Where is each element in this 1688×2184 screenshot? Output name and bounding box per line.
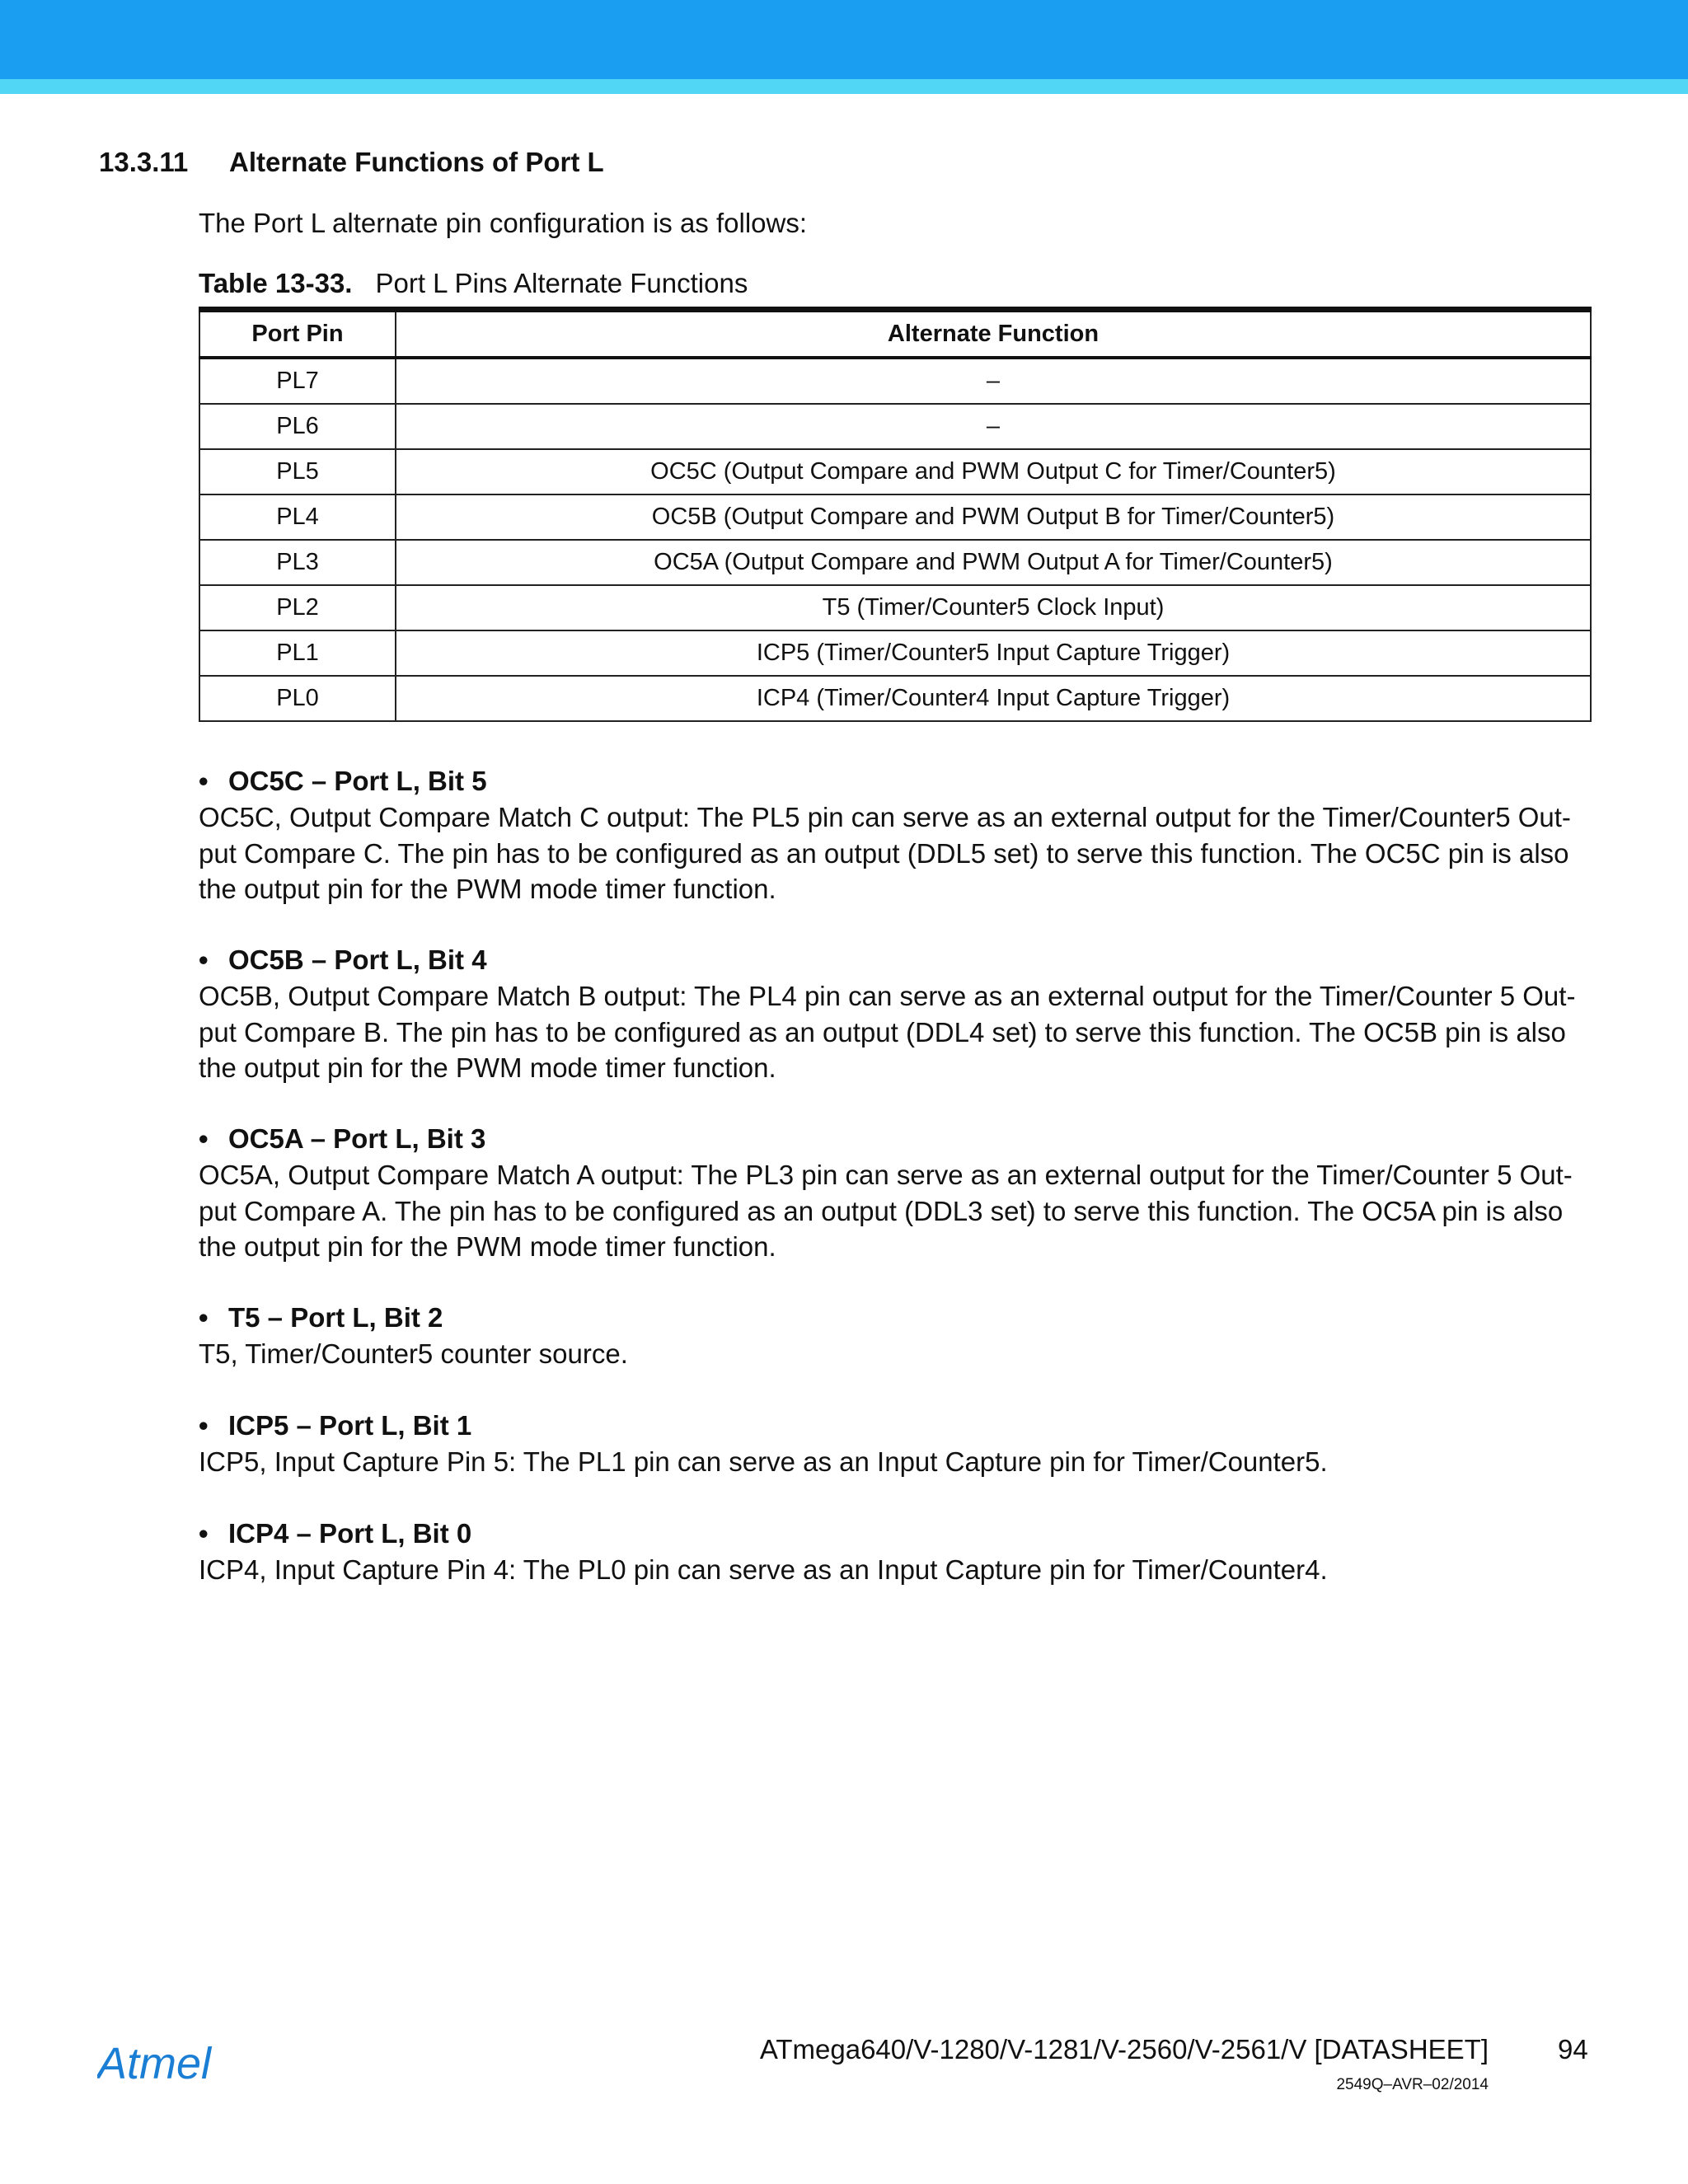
- description-line: put Compare C. The pin has to be configured as an output (DDL5 set) to serve this function. The OC5C pin is also: [199, 837, 1569, 869]
- atmel-logo: [97, 2039, 246, 2088]
- bit-heading-text: OC5C – Port L, Bit 5: [228, 766, 487, 796]
- section-number: 13.3.11: [99, 147, 189, 177]
- description-line: the output pin for the PWM mode timer function.: [199, 1052, 776, 1083]
- bit-heading: [199, 763, 1592, 799]
- cell-pin: PL3: [199, 540, 396, 585]
- table-row: [199, 630, 1591, 676]
- logo-text: Atmel: [97, 2039, 212, 2088]
- description-line: put Compare B. The pin has to be configured as an output (DDL4 set) to serve this function. The OC5B pin is also: [199, 1016, 1566, 1047]
- cell-function: OC5C (Output Compare and PWM Output C for Timer/Counter5): [396, 449, 1591, 494]
- bit-heading: [199, 1516, 1592, 1552]
- bit-heading: [199, 1408, 1592, 1444]
- description-line: T5, Timer/Counter5 counter source.: [199, 1338, 628, 1369]
- footer-title: ATmega640/V-1280/V-1281/V-2560/V-2561/V [DATASHEET]: [759, 2034, 1489, 2064]
- description-line: ICP4, Input Capture Pin 4: The PL0 pin can serve as an Input Capture pin for Timer/Counter4.: [199, 1554, 1328, 1585]
- cell-pin: PL5: [199, 449, 396, 494]
- bit-section-icp4: [199, 1516, 1592, 1588]
- port-l-table: [199, 307, 1592, 722]
- cell-pin: PL7: [199, 358, 396, 404]
- description-line: the output pin for the PWM mode timer function.: [199, 874, 776, 904]
- bullet-icon: •: [199, 1302, 209, 1333]
- description-line: ICP5, Input Capture Pin 5: The PL1 pin can serve as an Input Capture pin for Timer/Counter5.: [199, 1446, 1328, 1477]
- bullet-icon: •: [199, 1123, 209, 1154]
- bit-section-oc5b: [199, 942, 1592, 1086]
- bit-section-oc5a: [199, 1121, 1592, 1265]
- header-alternate-function: Alternate Function: [396, 310, 1591, 359]
- cell-function: ICP5 (Timer/Counter5 Input Capture Trigger): [396, 630, 1591, 676]
- bit-heading-text: OC5A – Port L, Bit 3: [228, 1123, 486, 1154]
- cell-function: ICP4 (Timer/Counter4 Input Capture Trigger): [396, 676, 1591, 721]
- page-number: 94: [1558, 2034, 1588, 2064]
- cell-function: OC5B (Output Compare and PWM Output B for Timer/Counter5): [396, 494, 1591, 540]
- cell-function: –: [396, 404, 1591, 449]
- bit-description: [199, 799, 1592, 907]
- cell-pin: PL6: [199, 404, 396, 449]
- bit-heading-text: ICP4 – Port L, Bit 0: [228, 1518, 472, 1549]
- cell-pin: PL0: [199, 676, 396, 721]
- bit-description: [199, 1336, 1592, 1372]
- description-line: OC5B, Output Compare Match B output: The PL4 pin can serve as an external output for the Timer/Counter 5 Out-: [199, 981, 1576, 1011]
- table-row: [199, 676, 1591, 721]
- document-id: 2549Q–AVR–02/2014: [1336, 2076, 1489, 2093]
- section-title: Alternate Functions of Port L: [229, 147, 604, 177]
- cell-function: T5 (Timer/Counter5 Clock Input): [396, 585, 1591, 630]
- table-row: [199, 585, 1591, 630]
- cell-function: OC5A (Output Compare and PWM Output A for Timer/Counter5): [396, 540, 1591, 585]
- bullet-icon: •: [199, 766, 209, 796]
- bit-description: [199, 978, 1592, 1086]
- cell-pin: PL4: [199, 494, 396, 540]
- table-caption-title: Port L Pins Alternate Functions: [375, 268, 748, 298]
- description-line: put Compare A. The pin has to be configured as an output (DDL3 set) to serve this function. The OC5A pin is also: [199, 1195, 1564, 1226]
- bit-heading: [199, 1300, 1592, 1336]
- table-row: [199, 449, 1591, 494]
- cell-pin: PL2: [199, 585, 396, 630]
- bit-heading-text: OC5B – Port L, Bit 4: [228, 944, 487, 975]
- cell-function: –: [396, 358, 1591, 404]
- table-caption: [199, 268, 748, 299]
- header-port-pin: Port Pin: [199, 310, 396, 359]
- section-heading: [99, 147, 604, 178]
- bit-heading: [199, 1121, 1592, 1157]
- table-row: [199, 358, 1591, 404]
- table-row: [199, 494, 1591, 540]
- bit-heading-text: T5 – Port L, Bit 2: [228, 1302, 443, 1333]
- table-header-row: [199, 310, 1591, 359]
- table-row: [199, 540, 1591, 585]
- header-strip: [0, 79, 1688, 94]
- bullet-icon: •: [199, 1410, 209, 1441]
- bit-section-icp5: [199, 1408, 1592, 1480]
- bit-description: [199, 1444, 1592, 1480]
- bullet-icon: •: [199, 944, 209, 975]
- description-line: the output pin for the PWM mode timer function.: [199, 1231, 776, 1262]
- description-line: OC5C, Output Compare Match C output: The PL5 pin can serve as an external output for the Timer/Counter5 Out-: [199, 802, 1571, 832]
- description-line: OC5A, Output Compare Match A output: The PL3 pin can serve as an external output for the Timer/Counter 5 Out-: [199, 1160, 1573, 1190]
- bit-section-oc5c: [199, 763, 1592, 907]
- bit-heading-text: ICP5 – Port L, Bit 1: [228, 1410, 472, 1441]
- bit-description: [199, 1552, 1592, 1588]
- table-row: [199, 404, 1591, 449]
- bullet-icon: •: [199, 1518, 209, 1549]
- intro-paragraph: The Port L alternate pin configuration is as follows:: [199, 208, 808, 238]
- bit-heading: [199, 942, 1592, 978]
- header-bar: [0, 0, 1688, 79]
- bit-section-t5: [199, 1300, 1592, 1372]
- table-caption-label: Table 13-33.: [199, 268, 353, 298]
- bit-description: [199, 1157, 1592, 1265]
- cell-pin: PL1: [199, 630, 396, 676]
